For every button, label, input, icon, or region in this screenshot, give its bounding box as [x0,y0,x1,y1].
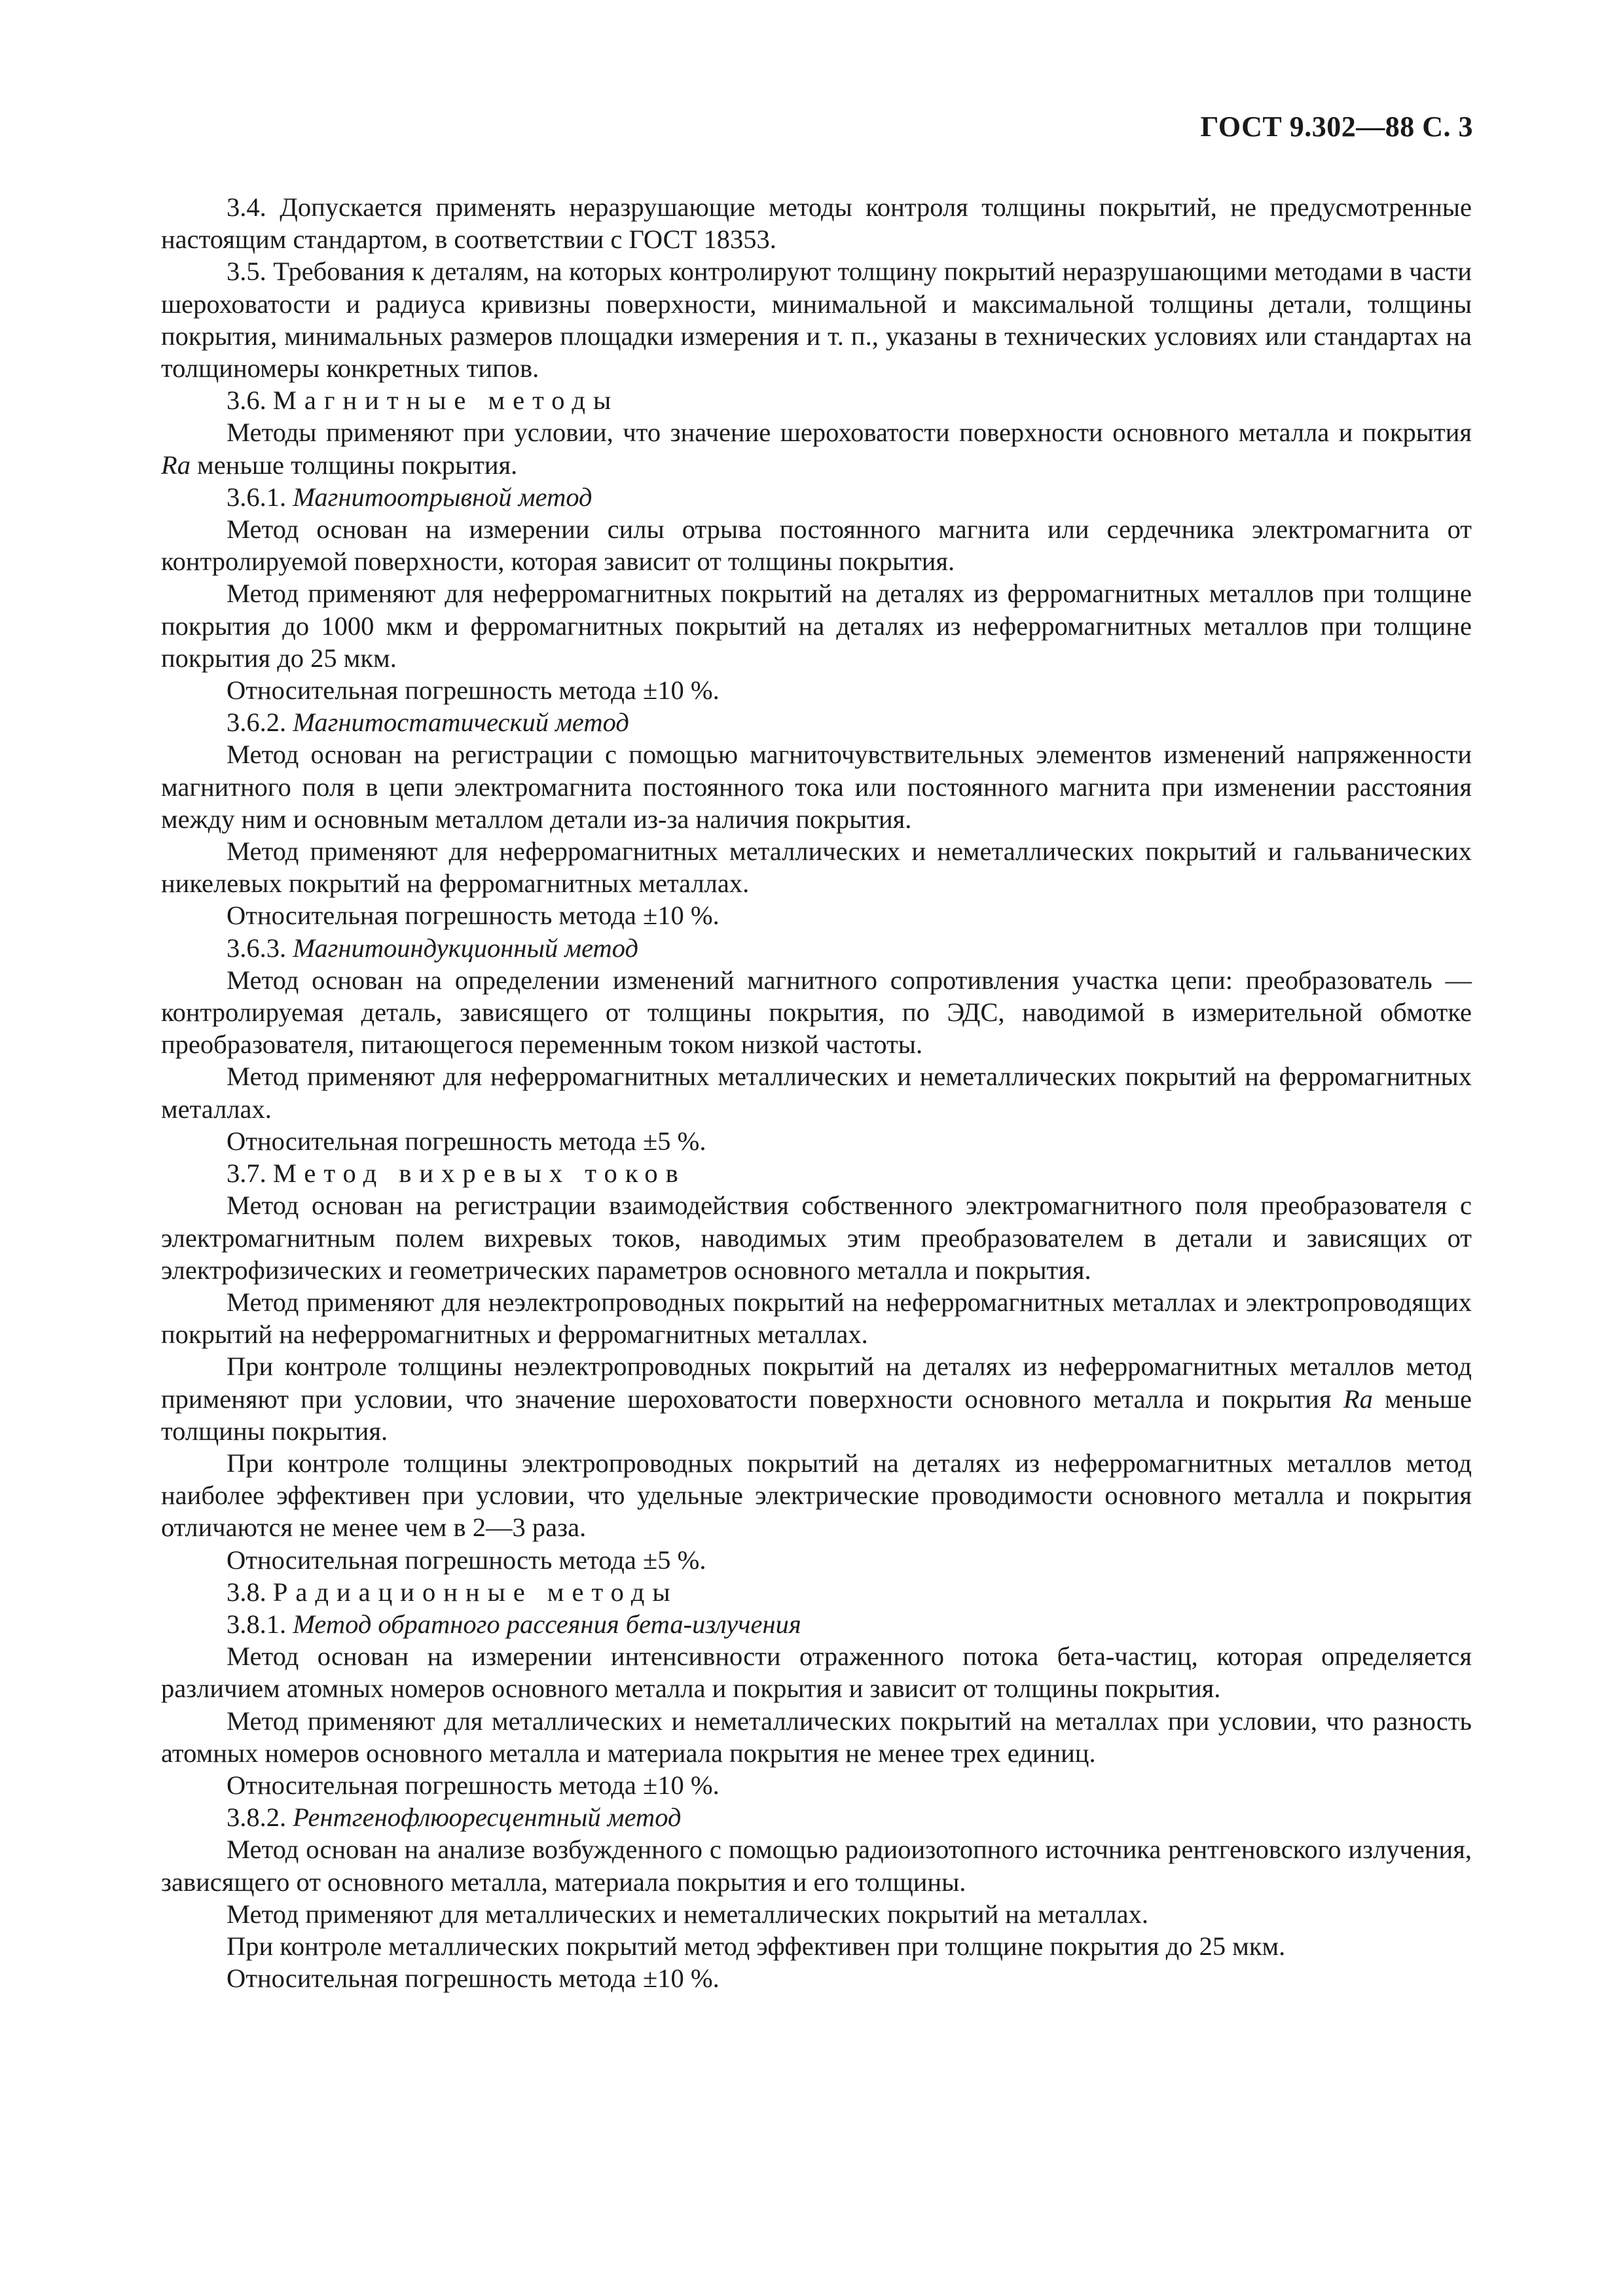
section-title: Радиационные методы [272,1577,678,1607]
ra-symbol: Ra [161,450,191,480]
section-number: 3.6.2. [227,708,287,738]
paragraph: Метод основан на анализе возбужденного с помощью радиоизотопного источника рентгеновского излучения, зависящего от основного металла, материала покрытия и его толщины. [161,1835,1472,1897]
paragraph: Метод основан на регистрации с помощью магниточувствительных элементов изменений напряженности магнитного поля в цепи электромагнита постоянного тока или постоянного магнита при изменении расстояния между ним и основным металлом детали из-за наличия покрытия. [161,740,1472,834]
section-number: 3.8. [227,1577,266,1607]
section-number: 3.8.1. [227,1609,287,1639]
subsection-title: Рентгенофлюоресцентный метод [293,1803,682,1833]
paragraph: 3.4. Допускается применять неразрушающие методы контроля толщины покрытий, не предусмотренные настоящим стандартом, в соответствии с ГОСТ 18353. [161,192,1472,255]
paragraph: Метод основан на измерении интенсивности отраженного потока бета-частиц, которая определяется различием атомных номеров основного металла и покрытия и зависит от толщины покрытия. [161,1641,1472,1704]
section-number: 3.8.2. [227,1803,287,1833]
paragraph: Метод применяют для неэлектропроводных покрытий на неферромагнитных металлах и электропроводящих покрытий на неферромагнитных и ферромагнитных металлах. [161,1287,1472,1350]
paragraph: Метод применяют для неферромагнитных металлических и неметаллических покрытий и гальванических никелевых покрытий на ферромагнитных металлах. [161,836,1472,899]
section-heading [161,1576,1472,1608]
paragraph: Метод основан на измерении силы отрыва постоянного магнита или сердечника электромагнита от контролируемой поверхности, которая зависит от толщины покрытия. [161,514,1472,577]
paragraph: Относительная погрешность метода ±5 %. [227,1126,706,1156]
paragraph: Метод основан на регистрации взаимодействия собственного электромагнитного поля преобразователя с электромагнитным полем вихревых токов, наводимых этим преобразователем в детали и зависящих от электрофизических и геометрических параметров основного металла и покрытия. [161,1191,1472,1285]
subsection-heading [161,706,1472,738]
section-number: 3.6.1. [227,482,287,512]
subsection-heading [161,932,1472,964]
page-header: ГОСТ 9.302—88 С. 3 [1200,111,1473,143]
paragraph: Относительная погрешность метода ±10 %. [227,675,720,706]
paragraph: Метод основан на определении изменений магнитного сопротивления участка цепи: преобразователь — контролируемая деталь, зависящего от толщины покрытия, по ЭДС, наводимой в измерительной обмотке преобразователя, питающегося переменным током низкой частоты. [161,965,1472,1060]
paragraph: Относительная погрешность метода ±5 %. [227,1545,706,1575]
subsection-title: Магнитоотрывной метод [293,482,593,512]
paragraph: Методы применяют при условии, что значение шероховатости поверхности основного металла и покрытия Ra меньше толщины покрытия. [161,418,1472,480]
section-number: 3.6.3. [227,933,287,963]
paragraph: Относительная погрешность метода ±10 %. [227,1964,720,1994]
paragraph: При контроле толщины электропроводных покрытий на деталях из неферромагнитных металлов метод наиболее эффективен при условии, что удельные электрические проводимости основного металла и покрытия отличаются не менее чем в 2—3 раза. [161,1448,1472,1543]
paragraph: Относительная погрешность метода ±10 %. [227,1770,720,1800]
section-heading [161,384,1472,416]
subsection-title: Магнитоиндукционный метод [293,933,638,963]
subsection-heading [161,1608,1472,1640]
subsection-heading [161,1801,1472,1833]
subsection-heading [161,481,1472,513]
section-title: Метод вихревых токов [272,1158,686,1189]
section-number: 3.6. [227,386,266,416]
paragraph: Метод применяют для металлических и неметаллических покрытий на металлах при условии, что разность атомных номеров основного металла и материала покрытия не менее трех единиц. [161,1706,1472,1768]
subsection-title: Метод обратного рассеяния бета-излучения [293,1609,801,1639]
paragraph: Метод применяют для неферромагнитных покрытий на деталях из ферромагнитных металлов при толщине покрытия до 1000 мкм и ферромагнитных покрытий на деталях из неферромагнитных металлов при толщине покрытия до 25 мкм. [161,579,1472,673]
paragraph: При контроле металлических покрытий метод эффективен при толщине покрытия до 25 мкм. [227,1931,1286,1961]
section-number: 3.7. [227,1158,266,1189]
subsection-title: Магнитостатический метод [293,708,629,738]
paragraph: 3.5. Требования к деталям, на которых контролируют толщину покрытий неразрушающими методами в части шероховатости и радиуса кривизны поверхности, минимальной и максимальной толщины детали, толщины покрытия, минимальных размеров площадки измерения и т. п., указаны в технических условиях или стандартах на толщиномеры конкретных типов. [161,257,1472,384]
document-body [161,191,1472,1994]
paragraph: При контроле толщины неэлектропроводных покрытий на деталях из неферромагнитных металлов метод применяют при условии, что значение шероховатости поверхности основного металла и покрытия Ra меньше толщины покрытия. [161,1352,1472,1446]
paragraph: Метод применяют для металлических и неметаллических покрытий на металлах. [227,1899,1148,1929]
section-heading [161,1157,1472,1189]
ra-symbol: Ra [1343,1384,1373,1414]
section-title: Магнитные методы [272,386,619,416]
paragraph: Метод применяют для неферромагнитных металлических и неметаллических покрытий на ферромагнитных металлах. [161,1062,1472,1124]
paragraph: Относительная погрешность метода ±10 %. [227,901,720,931]
